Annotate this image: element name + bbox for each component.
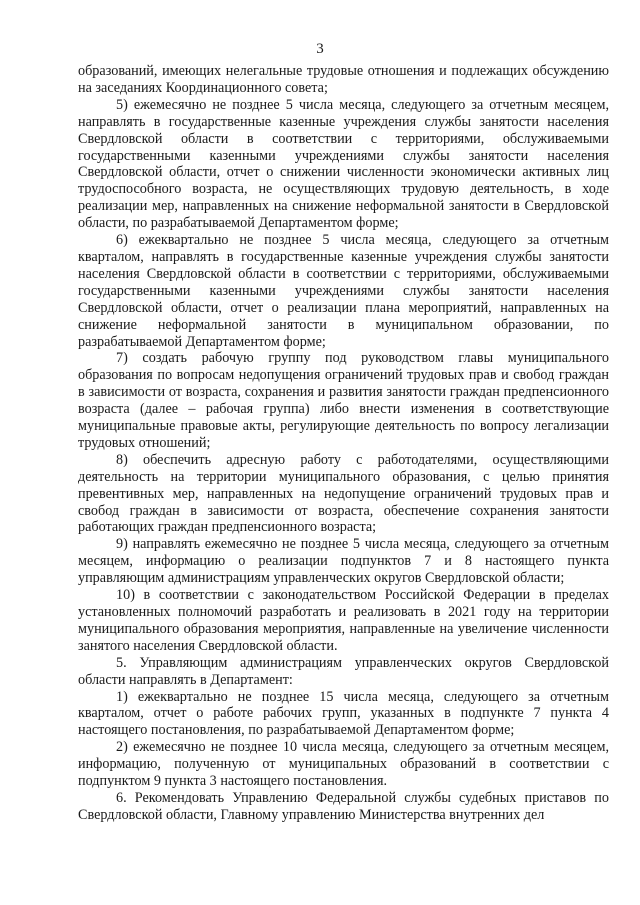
paragraph-point-6: 6. Рекомендовать Управлению Федеральной службы судебных приставов по Свердловской области, Главному управлению Министерства внутренних дел [78,789,609,823]
page-number: 3 [316,41,324,57]
document-body [78,63,609,824]
paragraph-item-6: 6) ежеквартально не позднее 5 числа месяца, следующего за отчетным кварталом, направлять в государственные казенные учреждения службы занятости населения Свердловской области в соответствии с территориями, обслуживаемыми государственными казенными учреждениями службы занятости населения Свердловской области, отчет о реализации плана мероприятий, направленных на снижение неформальной занятости в муниципальном образовании, по разрабатываемой Департаментом форме; [78,232,609,350]
paragraph-continuation: образований, имеющих нелегальные трудовые отношения и подлежащих обсуждению на заседаниях Координационного совета; [78,63,609,96]
paragraph-point-5-item-2: 2) ежемесячно не позднее 10 числа месяца, следующего за отчетным месяцем, информацию, полученную от муниципальных образований в соответствии с подпунктом 9 пункта 3 настоящего постановления. [78,739,609,790]
paragraph-item-5: 5) ежемесячно не позднее 5 числа месяца, следующего за отчетным месяцем, направлять в государственные казенные учреждения службы занятости населения Свердловской области в соответствии с территориями, обслуживаемыми государственными казенными учреждениями службы занятости населения Свердловской области, отчет о снижении численности экономически активных лиц трудоспособного возраста, не осуществляющих трудовую деятельность, в ходе реализации мер, направленных на снижение неформальной занятости в Свердловской области, по разрабатываемой Департаментом форме; [78,96,609,232]
paragraph-item-10: 10) в соответствии с законодательством Российской Федерации в пределах установленных полномочий разработать и реализовать в 2021 году на территории муниципального образования мероприятия, направленные на увеличение численности занятого населения Свердловской области. [78,587,609,654]
paragraph-point-5-item-1: 1) ежеквартально не позднее 15 числа месяца, следующего за отчетным кварталом, отчет о работе рабочих групп, указанных в подпункте 7 пункта 4 настоящего постановления, по разрабатываемой Департаментом форме; [78,688,609,739]
paragraph-item-8: 8) обеспечить адресную работу с работодателями, осуществляющими деятельность на территории муниципального образования, с целью принятия превентивных мер, направленных на недопущение ограничений трудовых прав и свобод граждан в зависимости от возраста, обеспечение сохранения занятости работающих граждан предпенсионного возраста; [78,451,609,536]
paragraph-item-7: 7) создать рабочую группу под руководством главы муниципального образования по вопросам недопущения ограничений трудовых прав и свобод граждан в зависимости от возраста, сохранения и развития занятости граждан предпенсионного возраста (далее – рабочая группа) либо внести изменения в соответствующие муниципальные правовые акты, регулирующие деятельность по вопросу легализации трудовых отношений; [78,350,609,451]
paragraph-point-5: 5. Управляющим администрациям управленческих округов Свердловской области направлять в Департамент: [78,654,609,688]
paragraph-item-9: 9) направлять ежемесячно не позднее 5 числа месяца, следующего за отчетным месяцем, информацию о реализации подпунктов 7 и 8 настоящего пункта управляющим администрациям управленческих округов Свердловской области; [78,536,609,587]
